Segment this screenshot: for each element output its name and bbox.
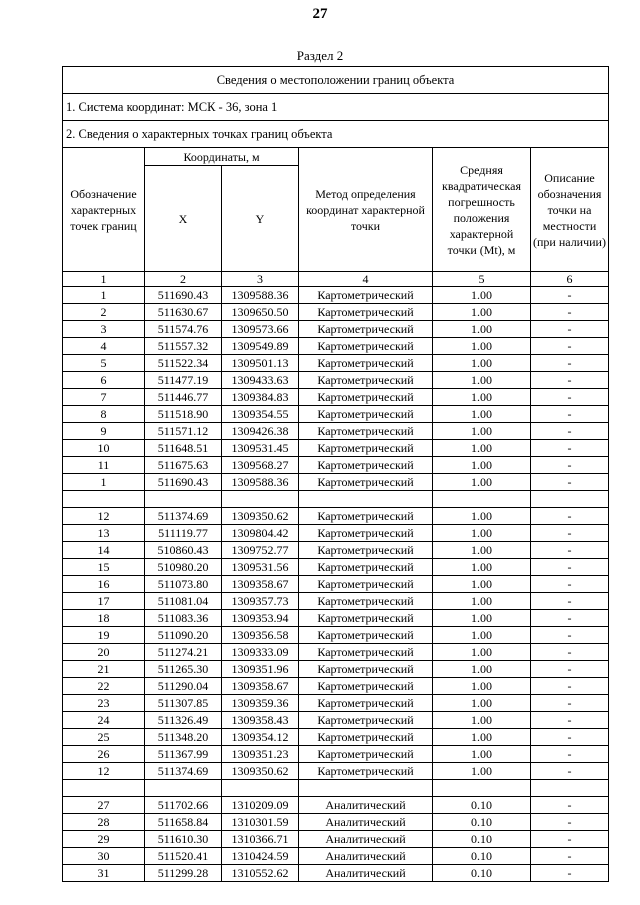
cell-method: Аналитический xyxy=(299,814,433,831)
table-row xyxy=(63,763,609,780)
table-row xyxy=(63,695,609,712)
cell-x: 510860.43 xyxy=(145,542,222,559)
cell-accuracy: 1.00 xyxy=(433,355,531,372)
cell-accuracy: 0.10 xyxy=(433,831,531,848)
table-row xyxy=(63,508,609,525)
cell-y: 1309588.36 xyxy=(222,287,299,304)
cell-method: Картометрический xyxy=(299,644,433,661)
cell-accuracy: 1.00 xyxy=(433,542,531,559)
table-row xyxy=(63,678,609,695)
cell-accuracy: 1.00 xyxy=(433,763,531,780)
cell-method: Картометрический xyxy=(299,593,433,610)
table-row xyxy=(63,525,609,542)
cell-point: 1 xyxy=(63,287,145,304)
table-row xyxy=(63,848,609,865)
table-row xyxy=(63,287,609,304)
cell-description: - xyxy=(531,304,609,321)
cell-description: - xyxy=(531,712,609,729)
cell-method: Картометрический xyxy=(299,389,433,406)
cell-y: 1309351.23 xyxy=(222,746,299,763)
cell-y: 1309752.77 xyxy=(222,542,299,559)
cell-y: 1309356.58 xyxy=(222,627,299,644)
cell-method: Картометрический xyxy=(299,372,433,389)
cell-description: - xyxy=(531,627,609,644)
cell-point: 12 xyxy=(63,508,145,525)
cell-method: Картометрический xyxy=(299,355,433,372)
cell-method: Картометрический xyxy=(299,474,433,491)
cell-description: - xyxy=(531,644,609,661)
cell-point: 19 xyxy=(63,627,145,644)
cell-description: - xyxy=(531,763,609,780)
cell-description: - xyxy=(531,661,609,678)
table-row xyxy=(63,576,609,593)
cell-method xyxy=(299,780,433,797)
cell-y: 1309531.56 xyxy=(222,559,299,576)
cell-point: 25 xyxy=(63,729,145,746)
cell-y: 1310552.62 xyxy=(222,865,299,882)
table-row xyxy=(63,440,609,457)
cell-point: 14 xyxy=(63,542,145,559)
cell-x: 511299.28 xyxy=(145,865,222,882)
points-heading: 2. Сведения о характерных точках границ объекта xyxy=(63,121,609,148)
cell-description: - xyxy=(531,457,609,474)
cell-y: 1309433.63 xyxy=(222,372,299,389)
cell-point: 4 xyxy=(63,338,145,355)
table-row xyxy=(63,321,609,338)
cell-method: Картометрический xyxy=(299,542,433,559)
cell-accuracy: 1.00 xyxy=(433,423,531,440)
table-row xyxy=(63,355,609,372)
cell-x: 511119.77 xyxy=(145,525,222,542)
cell-method: Картометрический xyxy=(299,559,433,576)
table-row xyxy=(63,457,609,474)
cell-accuracy xyxy=(433,780,531,797)
cell-y: 1309501.13 xyxy=(222,355,299,372)
cell-point: 11 xyxy=(63,457,145,474)
cell-method: Картометрический xyxy=(299,729,433,746)
table-title: Сведения о местоположении границ объекта xyxy=(63,67,609,94)
cell-description: - xyxy=(531,287,609,304)
cell-y: 1309358.67 xyxy=(222,576,299,593)
cell-x: 511367.99 xyxy=(145,746,222,763)
cell-x: 511274.21 xyxy=(145,644,222,661)
cell-method: Картометрический xyxy=(299,457,433,474)
cell-accuracy: 1.00 xyxy=(433,338,531,355)
cell-x: 511630.67 xyxy=(145,304,222,321)
cell-point: 15 xyxy=(63,559,145,576)
cell-x: 511518.90 xyxy=(145,406,222,423)
cell-x: 510980.20 xyxy=(145,559,222,576)
cell-x: 511648.51 xyxy=(145,440,222,457)
table-row xyxy=(63,559,609,576)
table-row xyxy=(63,729,609,746)
header-method: Метод определения координат характерной точки xyxy=(299,148,433,272)
cell-y: 1309351.96 xyxy=(222,661,299,678)
cell-method: Картометрический xyxy=(299,423,433,440)
cell-accuracy: 0.10 xyxy=(433,848,531,865)
cell-y: 1310424.59 xyxy=(222,848,299,865)
cell-x: 511520.41 xyxy=(145,848,222,865)
cell-x: 511690.43 xyxy=(145,474,222,491)
cell-description: - xyxy=(531,321,609,338)
cell-x: 511374.69 xyxy=(145,508,222,525)
header-coords: Координаты, м xyxy=(145,148,299,166)
cell-accuracy: 1.00 xyxy=(433,746,531,763)
cell-point: 2 xyxy=(63,304,145,321)
cell-description: - xyxy=(531,678,609,695)
cell-point: 8 xyxy=(63,406,145,423)
cell-y: 1309354.12 xyxy=(222,729,299,746)
cell-method: Картометрический xyxy=(299,321,433,338)
coord-system-row xyxy=(63,94,609,121)
cell-x: 511702.66 xyxy=(145,797,222,814)
cell-point: 29 xyxy=(63,831,145,848)
table-row xyxy=(63,304,609,321)
cell-x: 511290.04 xyxy=(145,678,222,695)
header-x: X xyxy=(145,166,222,272)
cell-description: - xyxy=(531,372,609,389)
cell-accuracy: 1.00 xyxy=(433,389,531,406)
cell-y: 1309650.50 xyxy=(222,304,299,321)
cell-description xyxy=(531,491,609,508)
cell-accuracy: 1.00 xyxy=(433,474,531,491)
cell-point: 31 xyxy=(63,865,145,882)
table-title-row xyxy=(63,67,609,94)
cell-y: 1309350.62 xyxy=(222,508,299,525)
cell-x: 511083.36 xyxy=(145,610,222,627)
cell-x: 511675.63 xyxy=(145,457,222,474)
cell-method: Картометрический xyxy=(299,678,433,695)
cell-description: - xyxy=(531,848,609,865)
cell-description: - xyxy=(531,797,609,814)
section-label: Раздел 2 xyxy=(296,48,344,63)
cell-y: 1309588.36 xyxy=(222,474,299,491)
table-row xyxy=(63,712,609,729)
header-row-1 xyxy=(63,148,609,166)
cell-accuracy: 1.00 xyxy=(433,610,531,627)
table-row xyxy=(63,610,609,627)
cell-method: Картометрический xyxy=(299,712,433,729)
cell-accuracy: 1.00 xyxy=(433,661,531,678)
cell-accuracy: 1.00 xyxy=(433,321,531,338)
cell-method: Картометрический xyxy=(299,287,433,304)
cell-y: 1309357.73 xyxy=(222,593,299,610)
cell-method: Картометрический xyxy=(299,576,433,593)
cell-description: - xyxy=(531,746,609,763)
cell-method: Картометрический xyxy=(299,763,433,780)
cell-method: Аналитический xyxy=(299,831,433,848)
cell-description: - xyxy=(531,440,609,457)
cell-x: 511090.20 xyxy=(145,627,222,644)
cell-method: Картометрический xyxy=(299,440,433,457)
coord-system: 1. Система координат: МСК - 36, зона 1 xyxy=(63,94,609,121)
cell-point: 12 xyxy=(63,763,145,780)
cell-description: - xyxy=(531,338,609,355)
cell-x: 511081.04 xyxy=(145,593,222,610)
cell-point: 13 xyxy=(63,525,145,542)
cell-x: 511446.77 xyxy=(145,389,222,406)
cell-accuracy: 1.00 xyxy=(433,304,531,321)
cell-y: 1309359.36 xyxy=(222,695,299,712)
cell-y: 1309353.94 xyxy=(222,610,299,627)
cell-y: 1309358.43 xyxy=(222,712,299,729)
cell-y: 1309531.45 xyxy=(222,440,299,457)
cell-x: 511574.76 xyxy=(145,321,222,338)
cell-accuracy: 1.00 xyxy=(433,372,531,389)
cell-point: 26 xyxy=(63,746,145,763)
table-row xyxy=(63,542,609,559)
table-row xyxy=(63,627,609,644)
cell-accuracy: 1.00 xyxy=(433,525,531,542)
cell-y: 1309358.67 xyxy=(222,678,299,695)
table-row xyxy=(63,644,609,661)
cell-description: - xyxy=(531,831,609,848)
cell-point: 16 xyxy=(63,576,145,593)
cell-method: Аналитический xyxy=(299,848,433,865)
cell-description: - xyxy=(531,525,609,542)
cell-description: - xyxy=(531,508,609,525)
cell-description: - xyxy=(531,406,609,423)
cell-x: 511557.32 xyxy=(145,338,222,355)
cell-method: Аналитический xyxy=(299,865,433,882)
cell-point xyxy=(63,780,145,797)
table-row xyxy=(63,372,609,389)
cell-point: 30 xyxy=(63,848,145,865)
cell-point: 5 xyxy=(63,355,145,372)
table-row xyxy=(63,593,609,610)
cell-y: 1310209.09 xyxy=(222,797,299,814)
cell-x: 511073.80 xyxy=(145,576,222,593)
cell-accuracy: 1.00 xyxy=(433,576,531,593)
column-number: 6 xyxy=(531,272,609,287)
cell-y xyxy=(222,780,299,797)
header-description: Описание обозначения точки на местности (при наличии) xyxy=(531,148,609,272)
cell-description: - xyxy=(531,576,609,593)
cell-x: 511522.34 xyxy=(145,355,222,372)
cell-accuracy: 1.00 xyxy=(433,627,531,644)
cell-point: 20 xyxy=(63,644,145,661)
cell-description: - xyxy=(531,542,609,559)
cell-accuracy: 1.00 xyxy=(433,695,531,712)
table-row xyxy=(63,865,609,882)
cell-x: 511610.30 xyxy=(145,831,222,848)
cell-y: 1310301.59 xyxy=(222,814,299,831)
cell-accuracy: 1.00 xyxy=(433,440,531,457)
cell-x: 511374.69 xyxy=(145,763,222,780)
column-number: 1 xyxy=(63,272,145,287)
cell-description: - xyxy=(531,814,609,831)
cell-description: - xyxy=(531,865,609,882)
table-row xyxy=(63,389,609,406)
cell-accuracy: 1.00 xyxy=(433,678,531,695)
cell-description: - xyxy=(531,593,609,610)
cell-x: 511477.19 xyxy=(145,372,222,389)
column-number: 5 xyxy=(433,272,531,287)
table-row xyxy=(63,661,609,678)
cell-accuracy: 0.10 xyxy=(433,814,531,831)
cell-method: Картометрический xyxy=(299,338,433,355)
cell-y: 1309350.62 xyxy=(222,763,299,780)
cell-point: 22 xyxy=(63,678,145,695)
cell-x: 511307.85 xyxy=(145,695,222,712)
cell-x xyxy=(145,780,222,797)
cell-method: Картометрический xyxy=(299,661,433,678)
cell-description: - xyxy=(531,423,609,440)
cell-description: - xyxy=(531,389,609,406)
table-row xyxy=(63,406,609,423)
cell-x: 511326.49 xyxy=(145,712,222,729)
cell-point xyxy=(63,491,145,508)
table-row xyxy=(63,780,609,797)
cell-description: - xyxy=(531,729,609,746)
cell-point: 9 xyxy=(63,423,145,440)
cell-accuracy: 1.00 xyxy=(433,559,531,576)
table-row xyxy=(63,831,609,848)
cell-y: 1309804.42 xyxy=(222,525,299,542)
cell-x xyxy=(145,491,222,508)
table-row xyxy=(63,491,609,508)
header-y: Y xyxy=(222,166,299,272)
cell-point: 18 xyxy=(63,610,145,627)
boundary-points-table xyxy=(62,66,609,882)
table-row xyxy=(63,814,609,831)
cell-point: 17 xyxy=(63,593,145,610)
cell-y: 1309354.55 xyxy=(222,406,299,423)
cell-description xyxy=(531,780,609,797)
cell-accuracy: 1.00 xyxy=(433,287,531,304)
table-body xyxy=(63,67,609,882)
cell-y: 1309384.83 xyxy=(222,389,299,406)
cell-method: Картометрический xyxy=(299,406,433,423)
page-number: 27 xyxy=(312,6,328,22)
cell-method: Картометрический xyxy=(299,746,433,763)
cell-method xyxy=(299,491,433,508)
cell-method: Картометрический xyxy=(299,627,433,644)
cell-point: 3 xyxy=(63,321,145,338)
cell-x: 511690.43 xyxy=(145,287,222,304)
cell-method: Картометрический xyxy=(299,508,433,525)
cell-y: 1310366.71 xyxy=(222,831,299,848)
column-number: 2 xyxy=(145,272,222,287)
cell-x: 511265.30 xyxy=(145,661,222,678)
cell-method: Картометрический xyxy=(299,695,433,712)
table-row xyxy=(63,797,609,814)
cell-accuracy xyxy=(433,491,531,508)
cell-description: - xyxy=(531,355,609,372)
cell-point: 27 xyxy=(63,797,145,814)
cell-accuracy: 1.00 xyxy=(433,644,531,661)
cell-accuracy: 1.00 xyxy=(433,712,531,729)
cell-y: 1309549.89 xyxy=(222,338,299,355)
cell-y: 1309568.27 xyxy=(222,457,299,474)
cell-y: 1309333.09 xyxy=(222,644,299,661)
cell-y: 1309426.38 xyxy=(222,423,299,440)
cell-accuracy: 1.00 xyxy=(433,508,531,525)
column-number: 4 xyxy=(299,272,433,287)
cell-point: 28 xyxy=(63,814,145,831)
column-number: 3 xyxy=(222,272,299,287)
cell-method: Картометрический xyxy=(299,525,433,542)
cell-point: 24 xyxy=(63,712,145,729)
cell-point: 1 xyxy=(63,474,145,491)
header-point: Обозначение характерных точек границ xyxy=(63,148,145,272)
column-number-row xyxy=(63,272,609,287)
cell-accuracy: 1.00 xyxy=(433,593,531,610)
cell-y: 1309573.66 xyxy=(222,321,299,338)
table-row xyxy=(63,746,609,763)
cell-accuracy: 1.00 xyxy=(433,406,531,423)
cell-x: 511571.12 xyxy=(145,423,222,440)
cell-method: Картометрический xyxy=(299,304,433,321)
header-accuracy: Средняя квадратическая погрешность положения характерной точки (Mt), м xyxy=(433,148,531,272)
cell-point: 6 xyxy=(63,372,145,389)
cell-point: 10 xyxy=(63,440,145,457)
cell-description: - xyxy=(531,695,609,712)
cell-accuracy: 1.00 xyxy=(433,457,531,474)
table-row xyxy=(63,423,609,440)
cell-method: Аналитический xyxy=(299,797,433,814)
cell-method: Картометрический xyxy=(299,610,433,627)
cell-description: - xyxy=(531,474,609,491)
cell-x: 511348.20 xyxy=(145,729,222,746)
cell-description: - xyxy=(531,610,609,627)
cell-description: - xyxy=(531,559,609,576)
points-heading-row xyxy=(63,121,609,148)
cell-y xyxy=(222,491,299,508)
cell-accuracy: 0.10 xyxy=(433,865,531,882)
table-row xyxy=(63,474,609,491)
cell-point: 23 xyxy=(63,695,145,712)
cell-accuracy: 1.00 xyxy=(433,729,531,746)
cell-point: 21 xyxy=(63,661,145,678)
cell-accuracy: 0.10 xyxy=(433,797,531,814)
cell-point: 7 xyxy=(63,389,145,406)
cell-x: 511658.84 xyxy=(145,814,222,831)
table-row xyxy=(63,338,609,355)
